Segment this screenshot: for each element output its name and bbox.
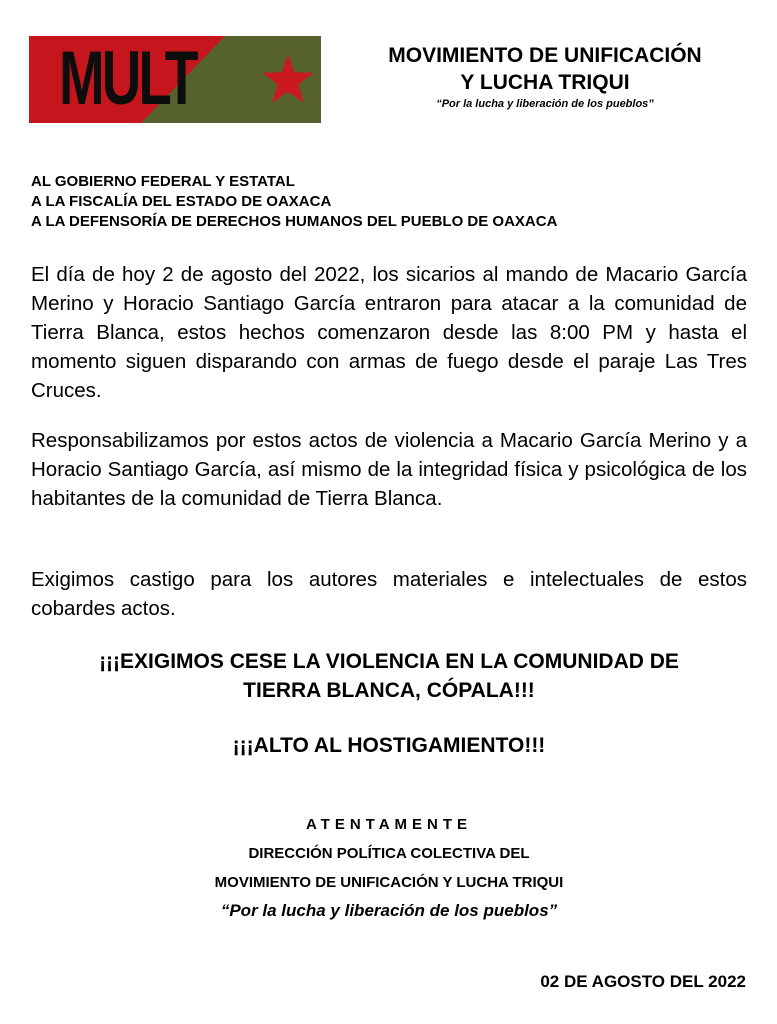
body-paragraph-3: Exigimos castigo para los autores materiales e intelectuales de estos cobardes actos. xyxy=(31,568,747,620)
demand-stop-harassment: ¡¡¡ALTO AL HOSTIGAMIENTO!!! xyxy=(232,734,546,757)
signature-closing: ATENTAMENTE xyxy=(305,816,473,833)
signature-motto: “Por la lucha y liberación de los pueblos” xyxy=(220,901,558,920)
body-paragraph-2: Responsabilizamos por estos actos de violencia a Macario García Merino y a Horacio Santiago García, así mismo de la integridad física y psicológica de los habitantes de la comunidad de Tierra Blanca. xyxy=(31,429,747,510)
addressee-line: A LA FISCALÍA DEL ESTADO DE OAXACA xyxy=(31,193,332,210)
demand-line: ¡¡¡EXIGIMOS CESE LA VIOLENCIA EN LA COMUNIDAD DE xyxy=(99,650,679,673)
addressee-line: A LA DEFENSORÍA DE DERECHOS HUMANOS DEL PUEBLO DE OAXACA xyxy=(31,213,558,230)
addressee-line: AL GOBIERNO FEDERAL Y ESTATAL xyxy=(31,173,295,190)
organization-title xyxy=(330,42,760,96)
logo-wordmark: MULT xyxy=(59,36,196,121)
mult-logo xyxy=(29,36,321,123)
addressees xyxy=(31,172,751,232)
signature-line-2: MOVIMIENTO DE UNIFICACIÓN Y LUCHA TRIQUI xyxy=(214,874,564,891)
body-paragraph-1: El día de hoy 2 de agosto del 2022, los sicarios al mando de Macario García Merino y Horacio Santiago García entraron para atacar a la comunidad de Tierra Blanca, estos hechos comenzaron desde las 8:00 PM y hasta el momento siguen disparando con armas de fuego desde el paraje Las Tres Cruces. xyxy=(31,263,747,402)
document-date: 02 DE AGOSTO DEL 2022 xyxy=(540,972,746,991)
red-star-icon xyxy=(261,53,315,105)
signature-line-1: DIRECCIÓN POLÍTICA COLECTIVA DEL xyxy=(248,845,530,862)
organization-title-line1: MOVIMIENTO DE UNIFICACIÓN xyxy=(388,44,702,67)
organization-title-line2: Y LUCHA TRIQUI xyxy=(460,71,630,94)
organization-motto: “Por la lucha y liberación de los pueblos” xyxy=(436,98,654,110)
demand-stop-violence xyxy=(31,647,747,705)
demand-line: TIERRA BLANCA, CÓPALA!!! xyxy=(243,679,535,702)
